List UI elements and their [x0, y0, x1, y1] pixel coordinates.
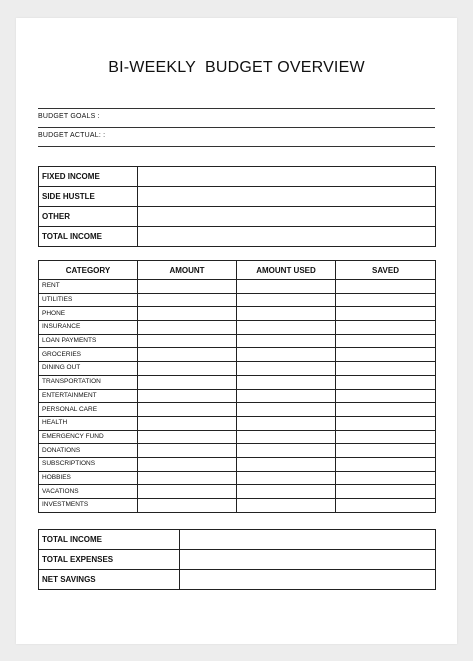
amount-cell[interactable]: [138, 293, 237, 307]
budget-table: [38, 260, 436, 513]
table-row: [39, 403, 436, 417]
amount-cell[interactable]: [138, 499, 237, 513]
income-row: [39, 207, 436, 227]
amount-used-cell[interactable]: [237, 307, 336, 321]
table-row: [39, 375, 436, 389]
amount-cell[interactable]: [138, 430, 237, 444]
table-row: [39, 293, 436, 307]
budget-header-row: [39, 261, 436, 280]
category-cell: SUBSCRIPTIONS: [39, 457, 138, 471]
amount-used-cell[interactable]: [237, 416, 336, 430]
amount-used-cell[interactable]: [237, 293, 336, 307]
income-value-other[interactable]: [138, 207, 436, 227]
summary-value-total-income[interactable]: [180, 530, 436, 550]
amount-used-cell[interactable]: [237, 430, 336, 444]
amount-used-cell[interactable]: [237, 362, 336, 376]
table-row: [39, 348, 436, 362]
income-row: [39, 227, 436, 247]
category-cell: INSURANCE: [39, 321, 138, 335]
income-label-total: TOTAL INCOME: [39, 227, 138, 247]
amount-cell[interactable]: [138, 375, 237, 389]
table-row: [39, 307, 436, 321]
budget-actual-label: BUDGET ACTUAL: :: [38, 132, 106, 139]
income-value-fixed[interactable]: [138, 167, 436, 187]
summary-value-total-expenses[interactable]: [180, 550, 436, 570]
amount-cell[interactable]: [138, 444, 237, 458]
amount-cell[interactable]: [138, 334, 237, 348]
category-cell: RENT: [39, 280, 138, 294]
table-row: [39, 280, 436, 294]
income-value-side-hustle[interactable]: [138, 187, 436, 207]
saved-cell[interactable]: [336, 321, 436, 335]
table-row: [39, 485, 436, 499]
amount-used-cell[interactable]: [237, 403, 336, 417]
amount-cell[interactable]: [138, 485, 237, 499]
saved-cell[interactable]: [336, 457, 436, 471]
amount-used-cell[interactable]: [237, 485, 336, 499]
amount-cell[interactable]: [138, 307, 237, 321]
category-cell: UTILITIES: [39, 293, 138, 307]
budget-goals-label: BUDGET GOALS :: [38, 113, 100, 120]
category-cell: EMERGENCY FUND: [39, 430, 138, 444]
income-table: [38, 166, 436, 247]
saved-cell[interactable]: [336, 334, 436, 348]
amount-used-cell[interactable]: [237, 280, 336, 294]
saved-cell[interactable]: [336, 280, 436, 294]
income-label-side-hustle: SIDE HUSTLE: [39, 187, 138, 207]
header-amount-used: AMOUNT USED: [237, 261, 336, 280]
category-cell: INVESTMENTS: [39, 499, 138, 513]
amount-used-cell[interactable]: [237, 321, 336, 335]
category-cell: DINING OUT: [39, 362, 138, 376]
table-row: [39, 430, 436, 444]
saved-cell[interactable]: [336, 499, 436, 513]
saved-cell[interactable]: [336, 485, 436, 499]
header-saved: SAVED: [336, 261, 436, 280]
amount-used-cell[interactable]: [237, 471, 336, 485]
amount-cell[interactable]: [138, 362, 237, 376]
amount-used-cell[interactable]: [237, 457, 336, 471]
summary-label-total-expenses: TOTAL EXPENSES: [39, 550, 180, 570]
amount-cell[interactable]: [138, 416, 237, 430]
category-cell: PHONE: [39, 307, 138, 321]
income-label-other: OTHER: [39, 207, 138, 227]
table-row: [39, 444, 436, 458]
category-cell: HOBBIES: [39, 471, 138, 485]
summary-row: [39, 530, 436, 550]
goals-divider: [38, 146, 435, 147]
amount-used-cell[interactable]: [237, 334, 336, 348]
amount-cell[interactable]: [138, 403, 237, 417]
income-label-fixed: FIXED INCOME: [39, 167, 138, 187]
budget-actual-line[interactable]: [38, 127, 435, 146]
summary-table: [38, 529, 436, 590]
saved-cell[interactable]: [336, 375, 436, 389]
summary-label-net-savings: NET SAVINGS: [39, 570, 180, 590]
table-row: [39, 471, 436, 485]
amount-used-cell[interactable]: [237, 389, 336, 403]
saved-cell[interactable]: [336, 430, 436, 444]
table-row: [39, 362, 436, 376]
amount-used-cell[interactable]: [237, 499, 336, 513]
table-row: [39, 334, 436, 348]
saved-cell[interactable]: [336, 348, 436, 362]
amount-cell[interactable]: [138, 457, 237, 471]
header-amount: AMOUNT: [138, 261, 237, 280]
category-cell: DONATIONS: [39, 444, 138, 458]
saved-cell[interactable]: [336, 293, 436, 307]
table-row: [39, 499, 436, 513]
category-cell: GROCERIES: [39, 348, 138, 362]
saved-cell[interactable]: [336, 307, 436, 321]
budget-goals-line[interactable]: [38, 108, 435, 127]
amount-cell[interactable]: [138, 321, 237, 335]
table-row: [39, 416, 436, 430]
amount-used-cell[interactable]: [237, 348, 336, 362]
table-row: [39, 389, 436, 403]
saved-cell[interactable]: [336, 389, 436, 403]
amount-cell[interactable]: [138, 471, 237, 485]
category-cell: LOAN PAYMENTS: [39, 334, 138, 348]
budget-sheet: [16, 18, 457, 644]
summary-row: [39, 550, 436, 570]
category-cell: ENTERTAINMENT: [39, 389, 138, 403]
income-row: [39, 187, 436, 207]
header-category: CATEGORY: [39, 261, 138, 280]
summary-value-net-savings[interactable]: [180, 570, 436, 590]
table-row: [39, 321, 436, 335]
amount-cell[interactable]: [138, 389, 237, 403]
category-cell: HEALTH: [39, 416, 138, 430]
summary-row: [39, 570, 436, 590]
table-row: [39, 457, 436, 471]
amount-cell[interactable]: [138, 348, 237, 362]
amount-used-cell[interactable]: [237, 375, 336, 389]
income-row: [39, 167, 436, 187]
amount-cell[interactable]: [138, 280, 237, 294]
summary-label-total-income: TOTAL INCOME: [39, 530, 180, 550]
saved-cell[interactable]: [336, 416, 436, 430]
saved-cell[interactable]: [336, 444, 436, 458]
category-cell: VACATIONS: [39, 485, 138, 499]
budget-body: [39, 280, 436, 513]
saved-cell[interactable]: [336, 471, 436, 485]
page-title: BI-WEEKLY BUDGET OVERVIEW: [108, 59, 365, 76]
saved-cell[interactable]: [336, 362, 436, 376]
category-cell: TRANSPORTATION: [39, 375, 138, 389]
amount-used-cell[interactable]: [237, 444, 336, 458]
saved-cell[interactable]: [336, 403, 436, 417]
category-cell: PERSONAL CARE: [39, 403, 138, 417]
income-value-total[interactable]: [138, 227, 436, 247]
